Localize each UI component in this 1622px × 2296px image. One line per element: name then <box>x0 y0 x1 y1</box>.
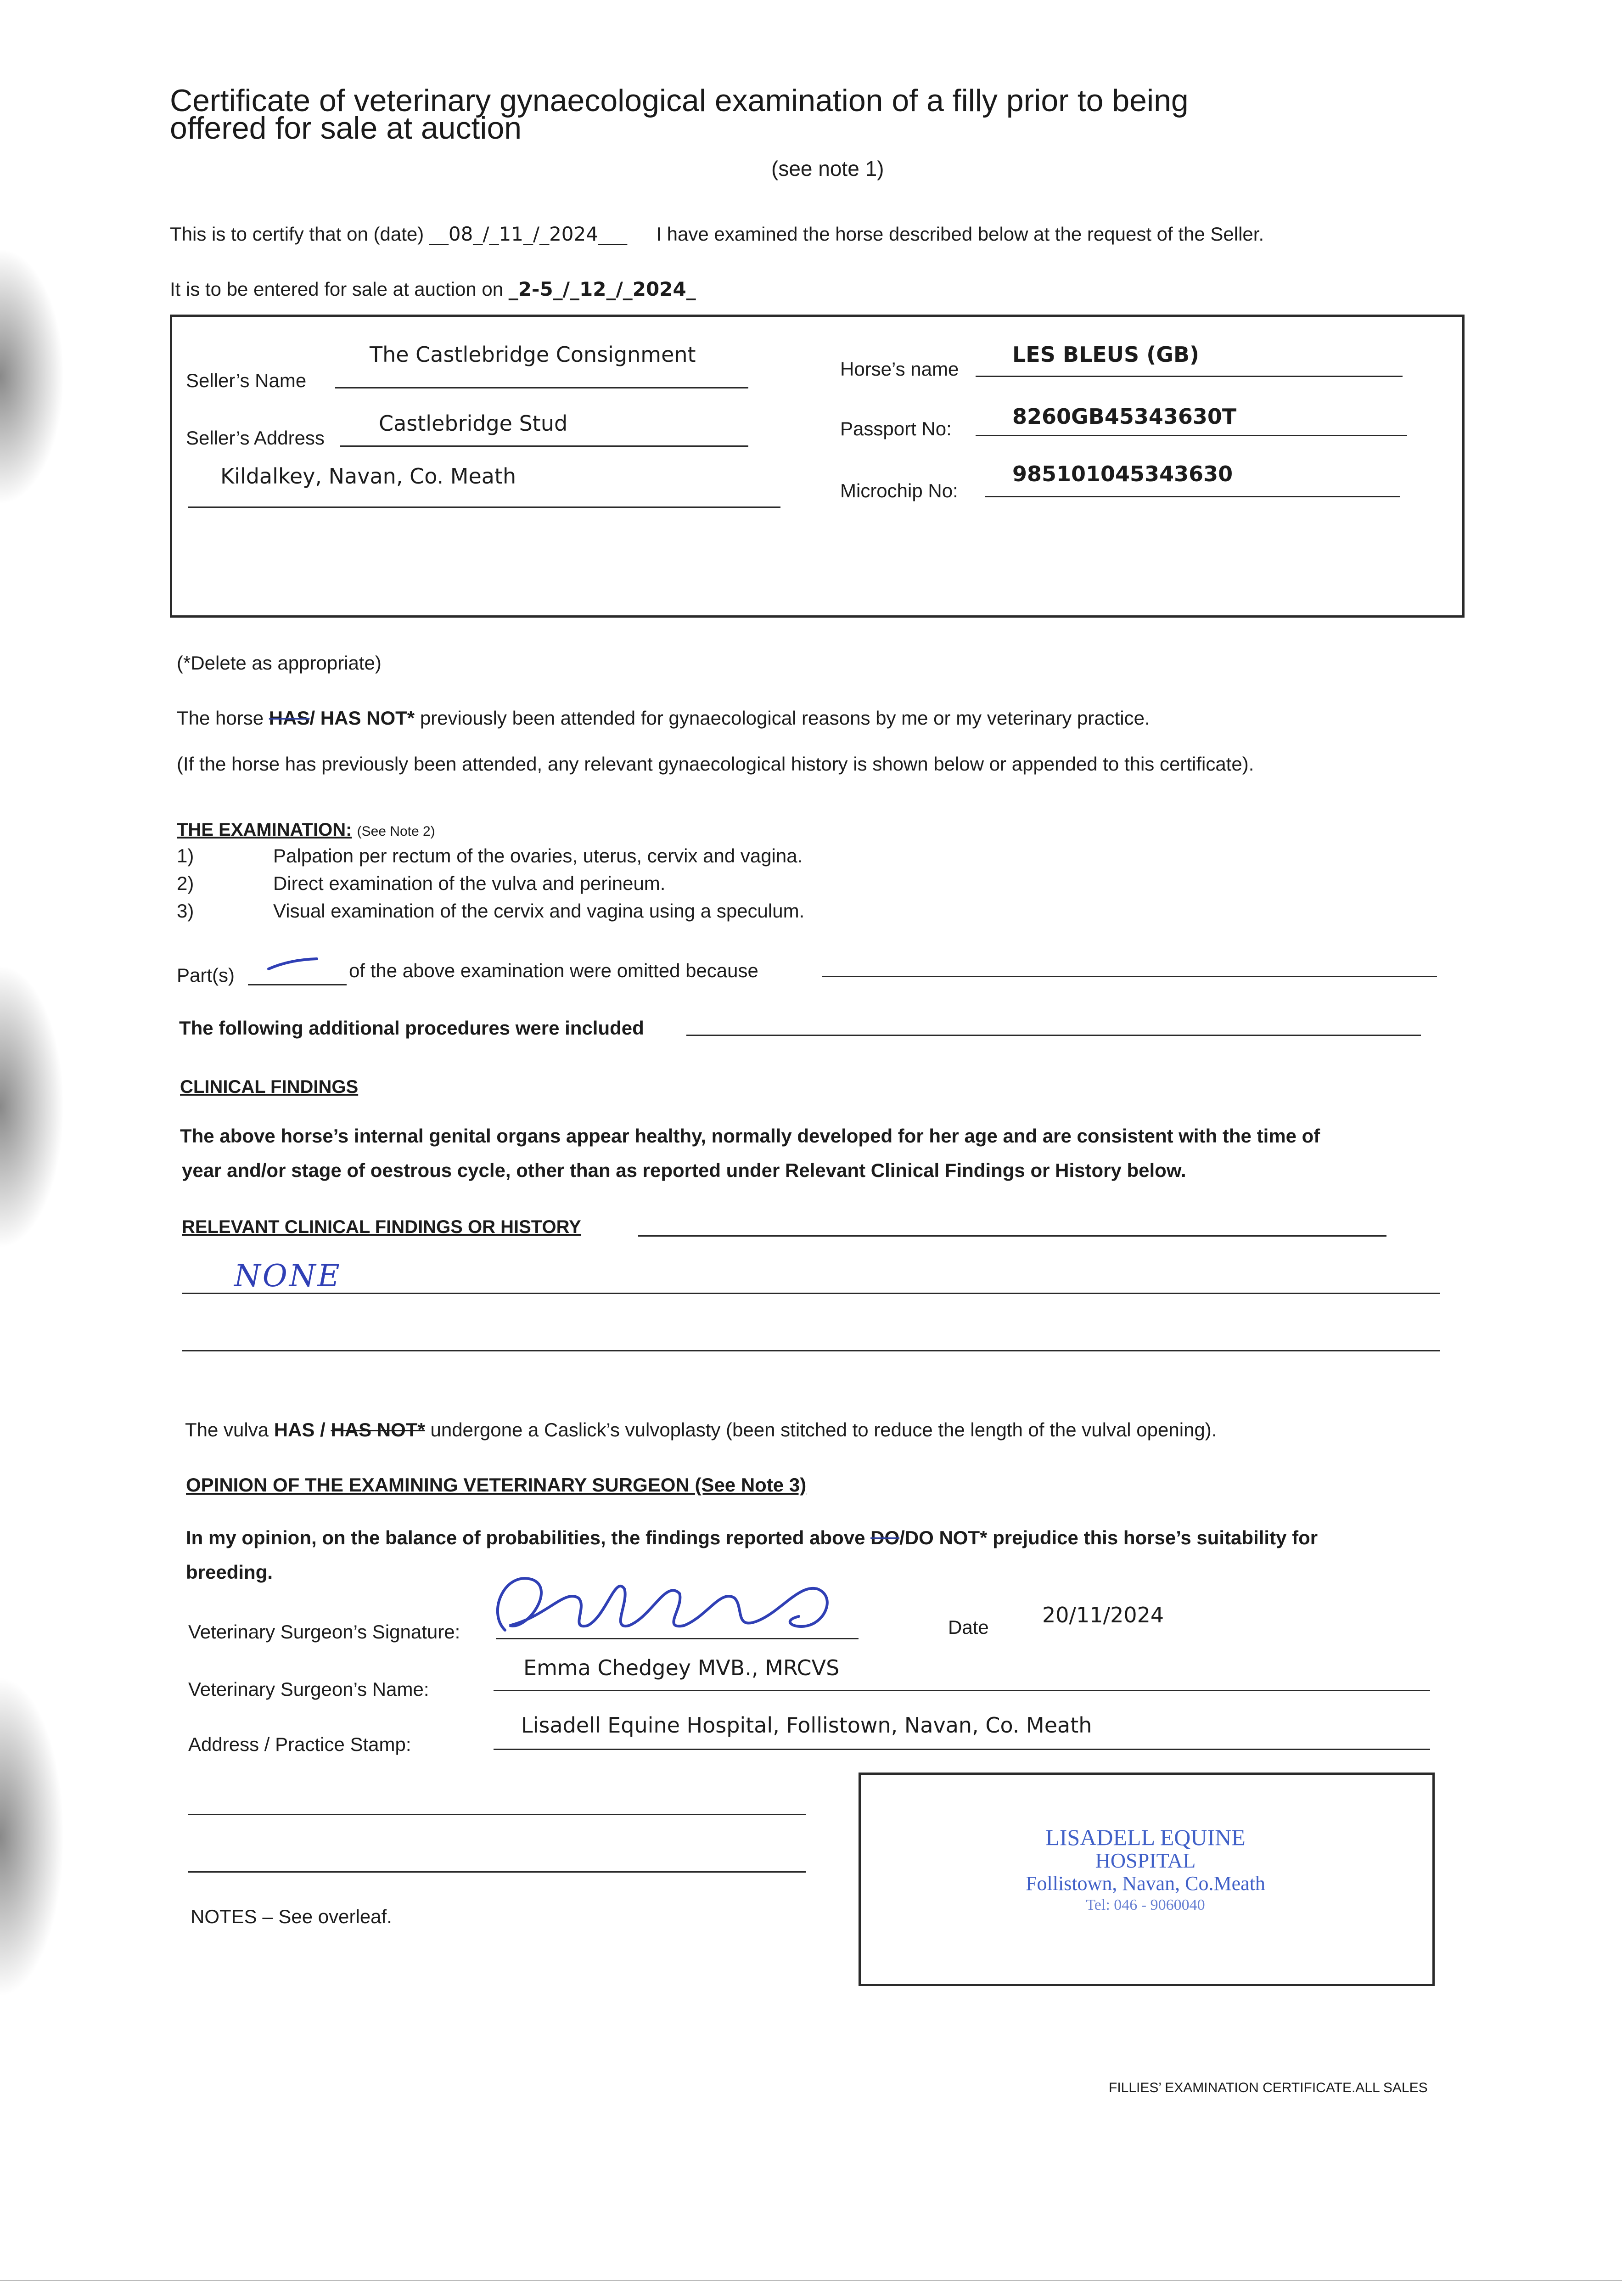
horse-name-value: LES BLEUS (GB) <box>1012 342 1200 367</box>
attended-suffix: previously been attended for gynaecological reasons by me or my veterinary practice. <box>420 707 1150 729</box>
footer-form-id: FILLIES’ EXAMINATION CERTIFICATE.ALL SALES <box>1109 2080 1428 2095</box>
certify-suffix: I have examined the horse described below at the request of the Seller. <box>656 223 1264 245</box>
date-value: 20/11/2024 <box>1042 1603 1164 1627</box>
omitted-reason-line <box>822 976 1437 977</box>
vet-name-label: Veterinary Surgeon’s Name: <box>188 1678 429 1700</box>
exam-item <box>177 845 803 867</box>
stamp-line-3: Follistown, Navan, Co.Meath <box>1026 1872 1265 1895</box>
notes-see-overleaf: NOTES – See overleaf. <box>191 1906 392 1927</box>
clinical-heading: CLINICAL FINDINGS <box>180 1077 359 1097</box>
microchip-value: 985101045343630 <box>1012 461 1233 486</box>
parts-label: Part(s) <box>177 964 235 986</box>
microchip-line <box>985 496 1400 497</box>
attended-has-struck: HAS <box>269 707 310 729</box>
attended-statement <box>177 707 1150 729</box>
scan-artifact <box>0 964 64 1249</box>
signature-image <box>477 1561 872 1653</box>
additional-line <box>686 1035 1421 1036</box>
certify-prefix: This is to certify that on (date) <box>170 223 424 245</box>
auction-prefix: It is to be entered for sale at auction on <box>170 278 504 300</box>
clinical-line-2: year and/or stage of oestrous cycle, other than as reported under Relevant Clinical Findings or History below. <box>182 1159 1186 1181</box>
microchip-label: Microchip No: <box>840 480 958 501</box>
history-note: (If the horse has previously been attended, any relevant gynaecological history is shown below or appended to this certificate). <box>177 753 1254 775</box>
scan-artifact <box>0 1676 64 1998</box>
practice-stamp <box>946 1825 1345 1915</box>
seller-name-value: The Castlebridge Consignment <box>370 342 696 367</box>
opinion-suffix: /DO NOT* prejudice this horse’s suitability for <box>899 1527 1318 1548</box>
vulva-has-not-struck: HAS NOT* <box>331 1419 425 1441</box>
horse-name-line <box>976 376 1403 377</box>
delete-note: (*Delete as appropriate) <box>177 652 382 674</box>
seller-address-line-2 <box>188 506 780 508</box>
relevant-line-1 <box>638 1235 1386 1237</box>
vulva-statement <box>185 1419 1217 1441</box>
vulva-prefix: The vulva <box>185 1419 269 1441</box>
horse-name-label: Horse’s name <box>840 358 959 380</box>
title-line-2: offered for sale at auction <box>170 111 522 146</box>
stamp-line-2: HOSPITAL <box>1095 1849 1196 1872</box>
exam-item <box>177 900 804 922</box>
address-label: Address / Practice Stamp: <box>188 1733 411 1755</box>
exam-item-text: Direct examination of the vulva and perineum. <box>273 872 666 894</box>
signature-label: Veterinary Surgeon’s Signature: <box>188 1621 460 1643</box>
document-title <box>170 83 1189 146</box>
scan-bottom-edge <box>0 2280 1622 2281</box>
address-extra-line-1 <box>188 1814 806 1815</box>
exam-item <box>177 872 665 895</box>
attended-prefix: The horse <box>177 707 264 729</box>
exam-item-number: 2) <box>177 872 194 894</box>
auction-line <box>170 278 696 300</box>
certify-date: __08_/_11_/_2024___ <box>429 223 627 245</box>
opinion-line-1 <box>186 1527 1318 1549</box>
certify-line <box>170 223 1264 245</box>
signature-line <box>496 1638 859 1639</box>
passport-line <box>976 435 1407 436</box>
vet-name-line <box>494 1690 1430 1691</box>
additional-label: The following additional procedures were included <box>179 1017 644 1039</box>
attended-has-not: / HAS NOT* <box>309 707 415 729</box>
address-value: Lisadell Equine Hospital, Follistown, Navan, Co. Meath <box>521 1713 1092 1738</box>
date-label: Date <box>948 1616 989 1638</box>
seller-address-label: Seller’s Address <box>186 427 325 449</box>
seller-name-line <box>335 387 748 388</box>
address-extra-line-2 <box>188 1871 806 1873</box>
opinion-prefix: In my opinion, on the balance of probabilities, the findings reported above <box>186 1527 865 1548</box>
seller-address-line-1 <box>340 445 748 447</box>
scan-artifact <box>0 248 64 505</box>
stamp-line-1: LISADELL EQUINE <box>1045 1824 1246 1850</box>
parts-suffix: of the above examination were omitted because <box>349 960 758 981</box>
exam-item-text: Visual examination of the cervix and vagina using a speculum. <box>273 900 805 922</box>
relevant-heading: RELEVANT CLINICAL FINDINGS OR HISTORY <box>182 1217 581 1237</box>
seller-name-label: Seller’s Name <box>186 370 307 391</box>
address-line <box>494 1749 1430 1750</box>
passport-label: Passport No: <box>840 418 952 439</box>
pen-dash-mark <box>266 955 321 974</box>
exam-item-text: Palpation per rectum of the ovaries, uterus, cervix and vagina. <box>273 845 803 867</box>
vulva-suffix: undergone a Caslick’s vulvoplasty (been stitched to reduce the length of the vulval opening). <box>430 1419 1217 1441</box>
see-note-1: (see note 1) <box>771 157 884 180</box>
examination-note: (See Note 2) <box>357 824 435 839</box>
relevant-line-3 <box>182 1350 1440 1351</box>
title-line-1: Certificate of veterinary gynaecological examination of a filly prior to being <box>170 83 1189 118</box>
clinical-line-1: The above horse’s internal genital organs appear healthy, normally developed for her age and are consistent with the time of <box>180 1125 1320 1147</box>
exam-item-number: 1) <box>177 845 194 867</box>
seller-address-value-1: Castlebridge Stud <box>379 411 568 436</box>
opinion-line-2: breeding. <box>186 1561 273 1583</box>
examination-heading <box>177 820 435 840</box>
vulva-has: HAS / <box>274 1419 326 1441</box>
passport-value: 8260GB45343630T <box>1012 404 1237 429</box>
opinion-do-struck: DO <box>870 1527 900 1548</box>
relevant-line-2 <box>182 1293 1440 1294</box>
auction-date: _2-5_/_12_/_2024_ <box>508 278 696 300</box>
examination-heading-text: THE EXAMINATION: <box>177 820 352 840</box>
relevant-value: NONE <box>234 1258 342 1294</box>
exam-item-number: 3) <box>177 900 194 922</box>
stamp-line-4: Tel: 046 - 9060040 <box>1086 1896 1205 1913</box>
seller-address-value-2: Kildalkey, Navan, Co. Meath <box>220 464 516 489</box>
vet-name-value: Emma Chedgey MVB., MRCVS <box>523 1655 840 1680</box>
parts-line <box>248 984 347 985</box>
opinion-heading: OPINION OF THE EXAMINING VETERINARY SURGEON (See Note 3) <box>186 1474 807 1496</box>
